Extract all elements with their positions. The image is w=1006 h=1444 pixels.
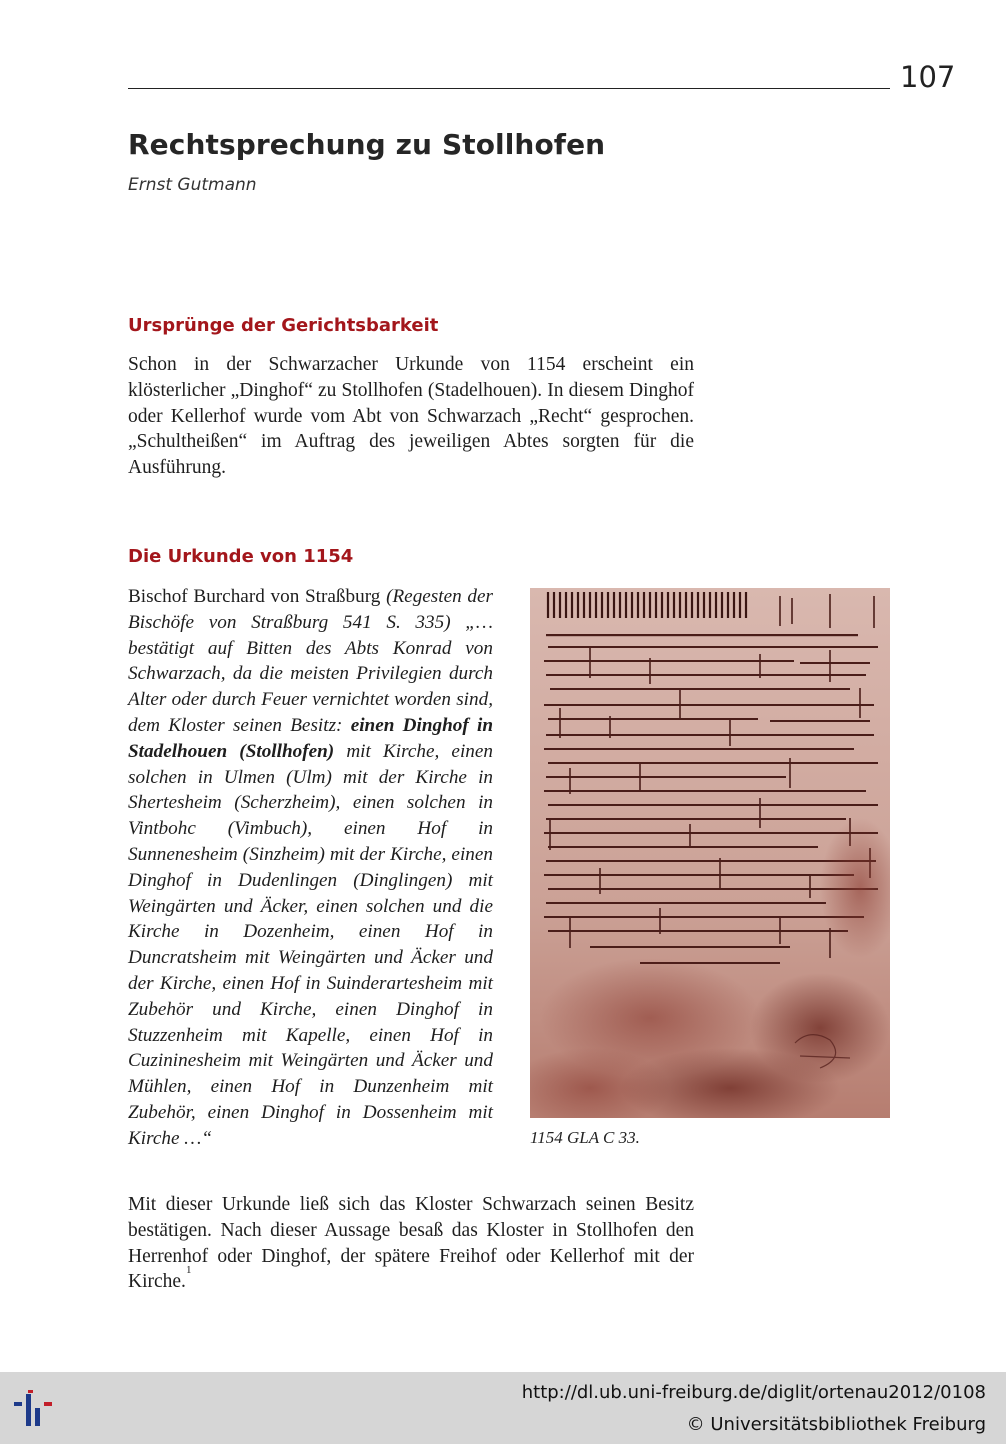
charter-photo	[530, 588, 890, 1118]
footnote-ref[interactable]: 1	[185, 1263, 192, 1276]
section-heading-origins: Ursprünge der Gerichtsbarkeit	[128, 315, 439, 336]
closing-paragraph	[128, 1192, 694, 1295]
footer-copyright: © Universitätsbibliothek Freiburg	[686, 1414, 986, 1435]
page-number: 107	[900, 60, 956, 94]
quote-source: (Regesten der Bischöfe von Straßburg 541 S. 335) „… bestätigt auf Bitten des Abts Konrad von Schwarzach, da die meisten Privilegien durch Alter oder durch Feuer vernichtet worden sind, dem Kloster seinen Besitz:	[128, 586, 493, 736]
figure-caption: 1154 GLA C 33.	[530, 1128, 640, 1147]
footer-url-link[interactable]: http://dl.ub.uni-freiburg.de/diglit/ortenau2012/0108	[521, 1382, 986, 1403]
quote-rest: mit Kirche, einen solchen in Ulmen (Ulm) mit der Kirche in Shertesheim (Scherzheim), einen solchen in Vintbohc (Vimbuch), einen Hof in Sunnenesheim (Sinzheim) mit der Kirche, einen Dinghof in Dudenlingen (Dinglingen) mit Weingärten und Äcker, einen solchen und die Kirche in Dozenheim, einen Hof in Duncratsheim mit Weingärten und Äcker und der Kirche, einen Hof in Suinderartesheim mit Zubehör und Kirche, einen Dinghof in Stuzzenheim mit Kapelle, einen Hof in Cuzininesheim mit Weingärten und Äcker und Mühlen, einen Hof in Dunzenheim mit Zubehör, einen Dinghof in Dossenheim mit Kirche …“	[128, 740, 493, 1149]
closing-text: Mit dieser Urkunde ließ sich das Kloster Schwarzach seinen Besitz bestätigen. Nach dieser Aussage besaß das Kloster in Stollhofen den Herrenhof oder Dinghof, der spätere Freihof oder Kellerhof mit der Kirche.	[128, 1194, 694, 1293]
article-title: Rechtsprechung zu Stollhofen	[128, 128, 606, 161]
quote-emphasis: einen Dinghof in Stadelhouen (Stollhofen)	[128, 714, 493, 762]
footer-bar	[0, 1372, 1006, 1444]
charter-manuscript-image	[530, 588, 890, 1118]
section-origins-paragraph: Schon in der Schwarzacher Urkunde von 1154 erscheint ein klösterlicher „Dinghof“ zu Stollhofen (Stadelhouen). In diesem Dinghof oder Kellerhof wurde vom Abt von Schwarzach „Recht“ gesprochen. „Schultheißen“ im Auftrag des jeweiligen Abtes sorgten für die Ausführung.	[128, 354, 694, 479]
quote-intro: Bischof Burchard von Straßburg	[128, 586, 387, 607]
header-rule	[128, 88, 890, 89]
section-heading-charter: Die Urkunde von 1154	[128, 546, 354, 567]
charter-quote-paragraph	[128, 584, 493, 1152]
article-author: Ernst Gutmann	[128, 175, 257, 195]
ub-freiburg-logo-icon	[8, 1384, 68, 1434]
